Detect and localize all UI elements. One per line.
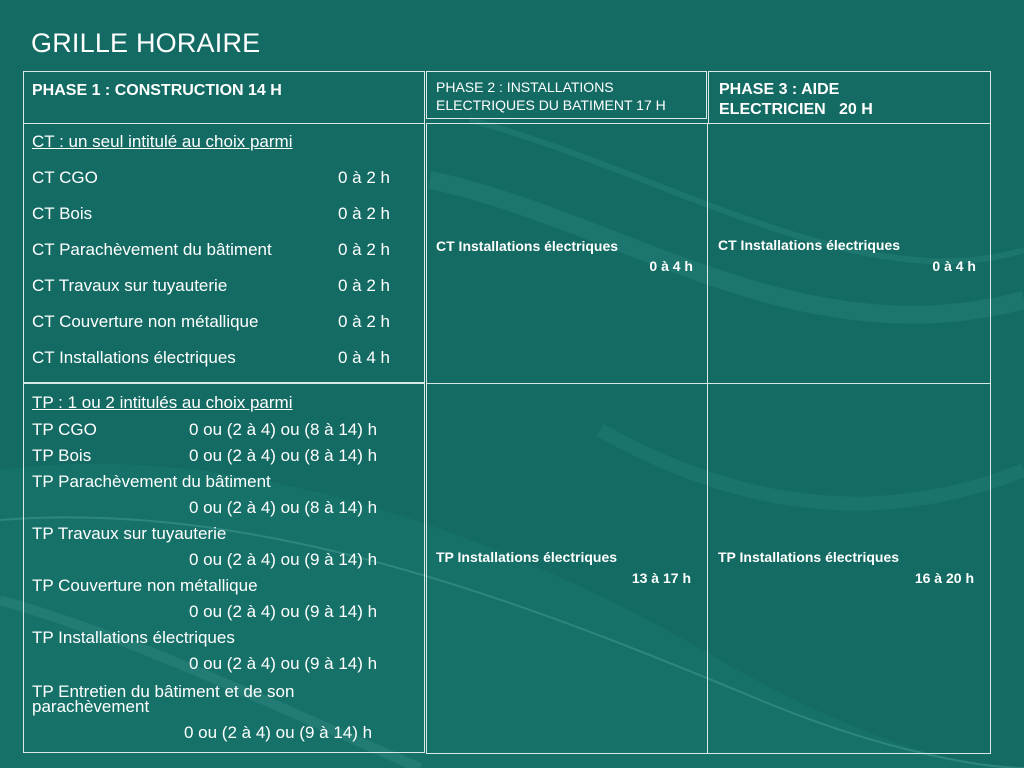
- tp-item-hours: 0 ou (2 à 4) ou (9 à 14) h: [189, 550, 378, 569]
- tp-item-hours: 0 ou (2 à 4) ou (8 à 14) h: [189, 498, 378, 517]
- tp-item-hours: 0 ou (2 à 4) ou (8 à 14) h: [189, 446, 378, 465]
- phase2-header-line1: PHASE 2 : INSTALLATIONS: [436, 79, 614, 95]
- phase2-ct-label: CT Installations électriques: [436, 238, 619, 254]
- ct-item-hours: 0 à 2 h: [338, 276, 390, 295]
- phase2-ct-hours: 0 à 4 h: [649, 258, 693, 274]
- phase3-tp-label: TP Installations électriques: [718, 549, 900, 565]
- phase1-ct-cell: [23, 123, 425, 383]
- phase2-ct-cell: [426, 123, 708, 384]
- ct-item-hours: 0 à 4 h: [338, 348, 390, 367]
- phase3-header-line1: PHASE 3 : AIDE: [719, 81, 840, 98]
- page-title: GRILLE HORAIRE: [31, 28, 261, 58]
- phase3-ct-cell: [707, 123, 991, 384]
- tp-item-label: TP Couverture non métallique: [32, 576, 258, 595]
- tp-item-hours: 0 ou (2 à 4) ou (8 à 14) h: [189, 420, 378, 439]
- ct-item-label: CT Couverture non métallique: [32, 312, 259, 331]
- ct-item-label: CT Travaux sur tuyauterie: [32, 276, 228, 295]
- phase2-tp-label: TP Installations électriques: [436, 549, 618, 565]
- phase3-tp-hours: 16 à 20 h: [914, 570, 974, 586]
- phase1-tp-cell: [23, 383, 425, 753]
- ct-item-hours: 0 à 2 h: [338, 240, 390, 259]
- phase1-header: PHASE 1 : CONSTRUCTION 14 H: [32, 82, 282, 99]
- phase3-header-line2: ELECTRICIEN 20 H: [719, 101, 873, 118]
- tp-item-label: TP Parachèvement du bâtiment: [32, 472, 271, 491]
- ct-item-label: CT CGO: [32, 168, 98, 187]
- phase1-ct-intro: CT : un seul intitulé au choix parmi: [32, 132, 293, 151]
- tp-item-hours: 0 ou (2 à 4) ou (9 à 14) h: [189, 602, 378, 621]
- phase1-tp-intro: TP : 1 ou 2 intitulés au choix parmi: [32, 393, 293, 412]
- phase3-tp-cell: [707, 383, 991, 754]
- tp-item-label: TP Installations électriques: [32, 628, 235, 647]
- tp-item-label: TP Bois: [32, 446, 92, 465]
- phase3-ct-hours: 0 à 4 h: [932, 258, 976, 274]
- tp-item-label: TP Entretien du bâtiment et de son: [32, 682, 295, 701]
- ct-item-label: CT Installations électriques: [32, 348, 236, 367]
- tp-item-label: TP CGO: [32, 420, 97, 439]
- ct-item-hours: 0 à 2 h: [338, 204, 390, 223]
- phase3-ct-label: CT Installations électriques: [718, 237, 901, 253]
- phase2-tp-cell: [426, 383, 708, 754]
- tp-item-hours: 0 ou (2 à 4) ou (9 à 14) h: [189, 654, 378, 673]
- ct-item-hours: 0 à 2 h: [338, 168, 390, 187]
- ct-item-label: CT Bois: [32, 204, 93, 223]
- phase1-header-cell: [23, 71, 425, 124]
- tp-item-label: TP Travaux sur tuyauterie: [32, 524, 227, 543]
- tp-item-hours: 0 ou (2 à 4) ou (9 à 14) h: [184, 723, 373, 742]
- phase3-header-cell: [708, 71, 991, 124]
- phase2-header-line2: ELECTRIQUES DU BATIMENT 17 H: [436, 97, 666, 113]
- tp-item-label-continued: parachèvement: [32, 697, 150, 716]
- phase2-header-cell: [426, 71, 707, 119]
- phase2-tp-hours: 13 à 17 h: [631, 570, 691, 586]
- ct-item-hours: 0 à 2 h: [338, 312, 390, 331]
- phase2-header-divider: [426, 118, 707, 119]
- ct-item-label: CT Parachèvement du bâtiment: [32, 240, 272, 259]
